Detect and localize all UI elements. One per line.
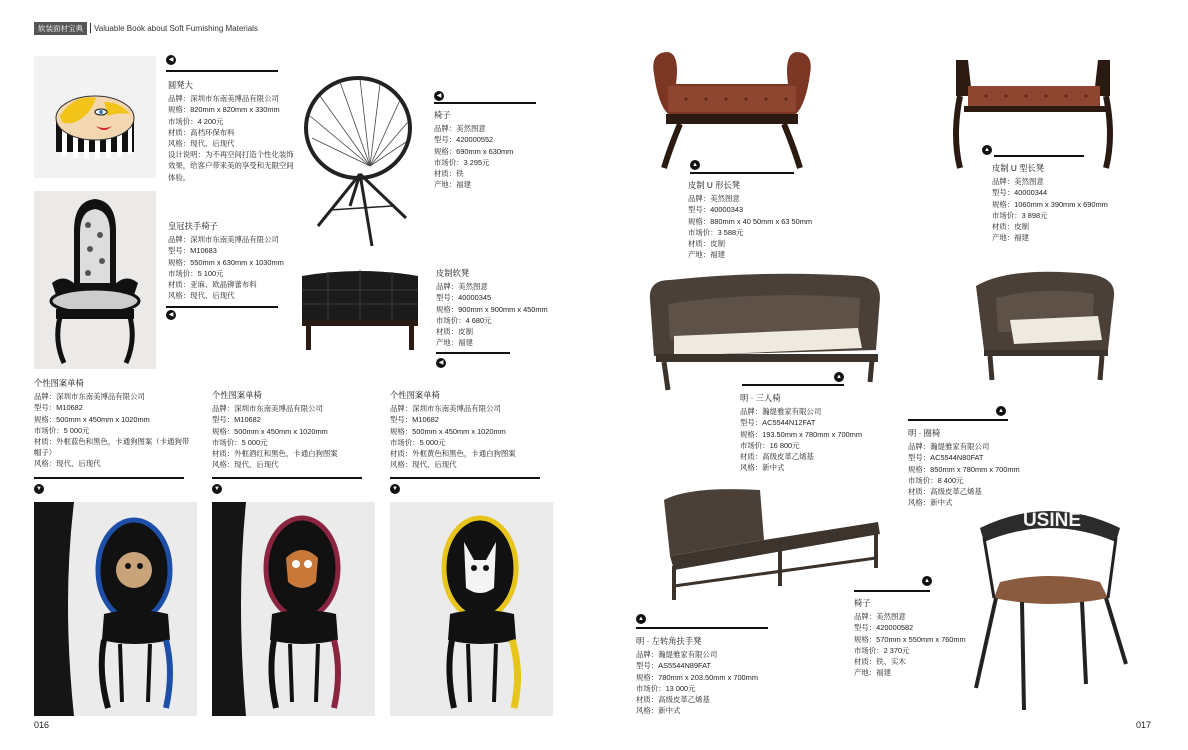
product-price: 市场价：3 898元 (992, 210, 1048, 220)
running-header (34, 22, 258, 34)
divider-p4 (436, 352, 510, 354)
product-origin: 产地：福建 (688, 250, 725, 260)
arrow-left-icon: ◀ (436, 358, 446, 368)
product-size: 规格：780mm x 203.50mm x 700mm (636, 672, 758, 682)
arrow-up-icon: ▲ (690, 160, 700, 170)
product-title: 个性图案单椅 (212, 390, 262, 400)
arrow-left-icon: ◀ (434, 91, 444, 101)
product-material: 材质：高级皮革乙烯基 (908, 487, 982, 497)
product-title: 个性图案单椅 (390, 390, 440, 400)
product-price: 市场价：5 100元 (168, 268, 224, 278)
arrow-up-icon: ▲ (636, 614, 646, 624)
product-size: 规格：880mm x 40 50mm x 63 50mm (688, 216, 813, 226)
product-title: 圆凳大 (168, 80, 193, 90)
product-model: 型号：M10682 (34, 403, 83, 413)
arrow-down-icon: ▼ (390, 484, 400, 494)
arrow-down-icon: ▼ (212, 484, 222, 494)
arrow-up-icon: ▲ (922, 576, 932, 586)
product-title: 皮制软凳 (436, 268, 470, 278)
product-p3 (434, 110, 554, 190)
product-material: 材质：亚麻、欧晶铆蕾布料 (168, 280, 257, 290)
product-model: 型号：40000343 (688, 205, 744, 215)
product-brand: 品牌：深圳市东南美博品有限公司 (34, 392, 145, 402)
product-model: 型号：40000345 (436, 293, 492, 303)
product-style: 风格：新中式 (740, 463, 785, 473)
product-price: 市场价：16 800元 (740, 440, 800, 450)
product-p1 (168, 80, 298, 183)
product-title: 皮制 U 型长凳 (992, 163, 1045, 173)
product-style: 风格：现代、后现代 (212, 460, 279, 470)
product-size: 规格：500mm x 450mm x 1020mm (390, 426, 506, 436)
product-title: 皇冠扶手椅子 (168, 221, 218, 231)
product-material: 材质：皮制 (436, 327, 473, 337)
product-brand: 品牌：深圳市东南美博品有限公司 (212, 404, 323, 414)
product-price: 市场价：3 295元 (434, 157, 490, 167)
product-style: 风格：现代、后现代 (168, 291, 235, 301)
product-model: 型号：40000344 (992, 188, 1048, 198)
product-size: 规格：550mm x 630mm x 1030mm (168, 257, 284, 267)
dog-chair-blue-photo (34, 502, 197, 716)
product-brand: 品牌：美然图意 (688, 194, 740, 204)
product-p4 (436, 268, 556, 348)
product-brand: 品牌：美然图意 (992, 177, 1044, 187)
product-title: 椅子 (434, 110, 451, 120)
product-model: 型号：AC5544N80FAT (908, 453, 984, 463)
divider-p7 (390, 477, 540, 479)
product-material: 材质：外框蓝色和黑色，卡通狗图案（卡通狗带帽子） (34, 437, 190, 458)
product-price: 市场价：5 000元 (390, 437, 446, 447)
product-p12 (636, 636, 786, 716)
product-origin: 产地：福建 (992, 233, 1029, 243)
product-price: 市场价：5 000元 (34, 425, 90, 435)
product-model: 型号：420000552 (434, 135, 494, 145)
product-size: 规格：570mm x 550mm x 760mm (854, 634, 966, 644)
divider-p10 (742, 384, 844, 386)
divider-p13 (854, 590, 930, 592)
product-origin: 产地：福建 (854, 668, 891, 678)
crown-chair-photo (34, 191, 156, 369)
product-brand: 品牌：深圳市东南美博品有限公司 (168, 235, 279, 245)
product-origin: 产地：福建 (436, 338, 473, 348)
divider-p6 (212, 477, 362, 479)
product-model: 型号：AC5544N12FAT (740, 418, 816, 428)
product-brand: 品牌：美然图意 (434, 124, 486, 134)
divider-p8 (690, 172, 794, 174)
product-brand: 品牌：深圳市东南美博品有限公司 (168, 94, 279, 104)
product-style: 风格：新中式 (636, 706, 681, 716)
product-price: 市场价：13 000元 (636, 683, 696, 693)
dog-chair-red-photo (212, 502, 375, 716)
product-material: 材质：外框酒红和黑色，卡通白狗图案 (212, 449, 338, 459)
product-p9 (992, 163, 1132, 243)
product-material: 材质：铁、实木 (854, 657, 906, 667)
wicker-sofa-photo (644, 264, 884, 396)
page-number-right: 017 (1136, 720, 1152, 730)
header-divider (90, 23, 91, 33)
arrow-up-icon: ▲ (834, 372, 844, 382)
product-brand: 品牌：深圳市东南美博品有限公司 (390, 404, 501, 414)
product-price: 市场价：4 200元 (168, 116, 224, 126)
product-brand: 品牌：瀚缇雅家有限公司 (908, 442, 990, 452)
product-material: 材质：铁 (434, 169, 464, 179)
arrow-up-icon: ▲ (982, 145, 992, 155)
product-size: 规格：193.50mm x 780mm x 700mm (740, 429, 862, 439)
arrow-left-icon: ◀ (166, 55, 176, 65)
product-price: 市场价：8 400元 (908, 475, 964, 485)
product-price: 市场价：2 370元 (854, 645, 910, 655)
product-material: 材质：外框黄色和黑色，卡通白狗图案 (390, 449, 516, 459)
dog-chair-yellow-photo (390, 502, 553, 716)
product-brand: 品牌：瀚缇雅家有限公司 (636, 650, 718, 660)
usine-chair-photo (970, 498, 1130, 718)
product-price: 市场价：5 000元 (212, 437, 268, 447)
product-price: 市场价：4 680元 (436, 315, 492, 325)
product-size: 规格：900mm x 900mm x 450mm (436, 304, 548, 314)
product-p11 (908, 428, 1058, 508)
product-material: 材质：高级皮革乙烯基 (740, 452, 814, 462)
product-origin: 产地：福建 (434, 180, 471, 190)
leather-ottoman-photo (298, 266, 422, 352)
arrow-left-icon: ◀ (166, 310, 176, 320)
product-price: 市场价：3 588元 (688, 227, 744, 237)
product-style: 风格：现代、后现代 (168, 139, 235, 149)
usine-sign: USINE (1022, 510, 1082, 531)
ottoman-photo (34, 56, 156, 178)
product-p8 (688, 180, 828, 260)
product-material: 材质：高档环保布料 (168, 127, 235, 137)
product-title: 明 · 三人椅 (740, 393, 781, 403)
product-brand: 品牌：瀚缇雅家有限公司 (740, 407, 822, 417)
product-p10 (740, 393, 890, 473)
product-size: 规格：690mm x 630mm (434, 146, 514, 156)
product-title: 椅子 (854, 598, 871, 608)
product-style: 风格：现代、后现代 (34, 459, 101, 469)
product-style: 风格：新中式 (908, 498, 953, 508)
arrow-up-icon: ▲ (996, 406, 1006, 416)
divider-p1 (166, 70, 278, 72)
book-subtitle: Valuable Book about Soft Furnishing Materials (94, 23, 258, 33)
divider-p12 (636, 627, 768, 629)
product-title: 明 · 左转角扶手凳 (636, 636, 702, 646)
product-model: 型号：AS5544N89FAT (636, 661, 712, 671)
page-number-left: 016 (34, 720, 50, 730)
product-brand: 品牌：美然图意 (854, 612, 906, 622)
product-size: 规格：850mm x 780mm x 700mm (908, 464, 1020, 474)
divider-p11 (908, 419, 1008, 421)
product-title: 皮制 U 形长凳 (688, 180, 741, 190)
divider-p9 (994, 155, 1084, 157)
product-material: 材质：高级皮革乙烯基 (636, 695, 710, 705)
product-style: 风格：现代、后现代 (390, 460, 457, 470)
book-tag: 软装面材宝典 (34, 22, 87, 35)
leather-u-bench-photo (646, 44, 818, 172)
product-size: 规格：1060mm x 390mm x 690mm (992, 199, 1108, 209)
product-material: 材质：皮制 (992, 222, 1029, 232)
wicker-armchair-photo (970, 266, 1118, 384)
product-p6 (212, 390, 382, 470)
product-title: 个性图案单椅 (34, 378, 84, 388)
product-p5 (34, 378, 194, 470)
product-model: 型号：M10682 (212, 415, 261, 425)
product-p2 (168, 221, 298, 301)
product-size: 规格：500mm x 450mm x 1020mm (34, 414, 150, 424)
product-size: 规格：820mm x 820mm x 330mm (168, 105, 280, 115)
product-size: 规格：500mm x 450mm x 1020mm (212, 426, 328, 436)
divider-p2 (166, 306, 278, 308)
wire-chair-photo (300, 76, 418, 248)
product-note: 设计说明：为不再空间打造个性化装饰效果，给客户带来美的享受和无限空间体验。 (168, 150, 294, 182)
product-model: 型号：M10682 (390, 415, 439, 425)
arrow-down-icon: ▼ (34, 484, 44, 494)
divider-p5 (34, 477, 184, 479)
product-brand: 品牌：美然图意 (436, 282, 488, 292)
product-p7 (390, 390, 560, 470)
product-model: 型号：M10683 (168, 246, 217, 256)
product-title: 明 · 圈椅 (908, 428, 941, 438)
divider-p3 (434, 102, 536, 104)
product-p13 (854, 598, 974, 678)
product-model: 型号：420000582 (854, 623, 914, 633)
wicker-chaise-photo (660, 486, 884, 604)
product-material: 材质：皮制 (688, 239, 725, 249)
